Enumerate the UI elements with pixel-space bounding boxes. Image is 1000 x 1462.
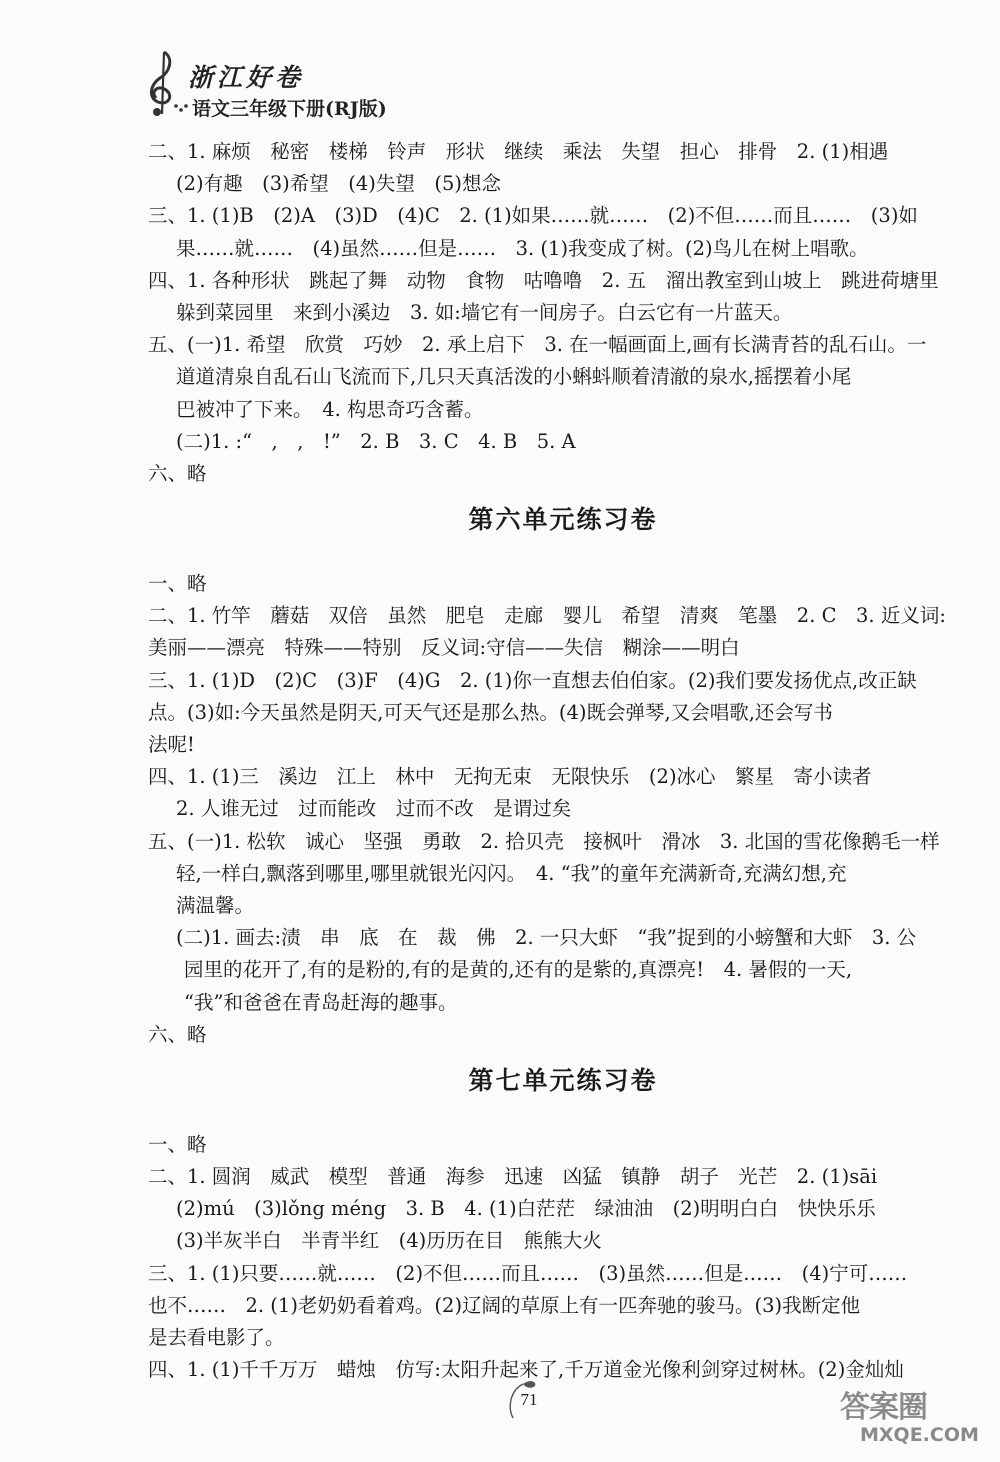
answer-line: 三、1. (1)D (2)C (3)F (4)G 2. (1)你一直想去伯伯家。(2)我们要发扬优点,改正缺 [148, 668, 917, 692]
answer-line: (二)1. :“ , , !” 2. B 3. C 4. B 5. A [176, 429, 576, 453]
answer-line: 二、1. 麻烦 秘密 楼梯 铃声 形状 继续 乘法 失望 担心 排骨 2. (1)相遇 [148, 140, 889, 163]
answer-line: 一、略 [148, 572, 207, 596]
answer-line: 2. 人谁无过 过而能改 过而不改 是谓过矣 [176, 797, 572, 821]
answer-line: 五、(一)1. 松软 诚心 坚强 勇敢 2. 拾贝壳 接枫叶 滑冰 3. 北国的雪花像鹅毛一样 [148, 829, 940, 853]
page-header [140, 48, 540, 128]
music-note-logo-icon [140, 48, 190, 118]
answer-line: 六、略 [148, 1022, 207, 1046]
answer-line: 三、1. (1)B (2)A (3)D (4)C 2. (1)如果……就…… (2)不但……而且…… (3)如 [148, 204, 918, 228]
answer-line: 一、略 [148, 1132, 207, 1156]
answer-line: 也不…… 2. (1)老奶奶看着鸡。(2)辽阔的草原上有一匹奔驰的骏马。(3)我断定他 [148, 1293, 861, 1317]
page-number [505, 1378, 553, 1426]
answer-line: (2)mú (3)lǒng méng 3. B 4. (1)白茫茫 绿油油 (2)明明白白 快快乐乐 [176, 1197, 876, 1221]
answer-line: 园里的花开了,有的是粉的,有的是黄的,还有的是紫的,真漂亮! 4. 暑假的一天, [184, 958, 853, 982]
answer-line: 巴被冲了下来。 4. 构思奇巧含蓄。 [176, 397, 484, 421]
section-heading-unit6: 第六单元练习卷 [468, 505, 658, 535]
answer-line: (二)1. 画去:渍 串 底 在 裁 佛 2. 一只大虾 “我”捉到的小螃蟹和大虾 3. 公 [176, 926, 917, 950]
answer-line: 美丽——漂亮 特殊——特别 反义词:守信——失信 糊涂——明白 [148, 636, 740, 660]
answer-line: 四、1. (1)千千万万 蜡烛 仿写:太阳升起来了,千万道金光像利剑穿过树林。(2)金灿灿 [148, 1358, 904, 1382]
watermark-url: MXQE.COM [860, 1424, 979, 1446]
watermark [832, 1382, 992, 1452]
brand-subtitle: 语文三年级下册(RJ版) [192, 98, 387, 120]
answer-line: 满温馨。 [176, 893, 255, 917]
answer-line: 道道清泉自乱石山飞流而下,几只天真活泼的小蝌蚪顺着清澈的泉水,摇摆着小尾 [176, 365, 852, 389]
answer-line: 二、1. 圆润 威武 模型 普通 海参 迅速 凶猛 镇静 胡子 光芒 2. (1)sāi [148, 1165, 878, 1189]
answer-line: 点。(3)如:今天虽然是阴天,可天气还是那么热。(4)既会弹琴,又会唱歌,还会写书 [148, 700, 833, 724]
section-heading-unit7: 第七单元练习卷 [468, 1065, 658, 1095]
answer-line: (3)半灰半白 半青半红 (4)历历在目 熊熊大火 [176, 1229, 602, 1253]
answer-content [148, 136, 958, 1386]
answer-line: 果……就…… (4)虽然……但是…… 3. (1)我变成了树。(2)鸟儿在树上唱歌。 [176, 236, 869, 260]
answer-line: 是去看电影了。 [148, 1326, 285, 1349]
answer-line: 二、1. 竹竿 蘑菇 双倍 虽然 肥皂 走廊 婴儿 希望 清爽 笔墨 2. C 3. 近义词: [148, 604, 946, 628]
brand-title: 浙江好卷 [188, 63, 305, 92]
answer-line: 躲到菜园里 来到小溪边 3. 如:墙它有一间房子。白云它有一片蓝天。 [176, 300, 793, 324]
answer-line: 五、(一)1. 希望 欣赏 巧妙 2. 承上启下 3. 在一幅画面上,画有长满青苔的乱石山。一 [148, 333, 927, 357]
answer-line: 三、1. (1)只要……就…… (2)不但……而且…… (3)虽然……但是…… (4)宁可…… [148, 1261, 908, 1285]
answer-line: (2)有趣 (3)希望 (4)失望 (5)想念 [176, 172, 501, 196]
answer-line: 轻,一样白,飘落到哪里,哪里就银光闪闪。 4. “我”的童年充满新奇,充满幻想,充 [176, 861, 847, 885]
watermark-text: 答案圈 [840, 1390, 927, 1425]
answer-line: 四、1. (1)三 溪边 江上 林中 无拘无束 无限快乐 (2)冰心 繁星 寄小读者 [148, 765, 872, 789]
page-number-text: 71 [520, 1390, 538, 1409]
answer-line: 四、1. 各种形状 跳起了舞 动物 食物 咕噜噜 2. 五 溜出教室到山坡上 跳进荷塘里 [148, 268, 939, 292]
answer-line: 法呢! [148, 733, 195, 756]
answer-line: “我”和爸爸在青岛赶海的趣事。 [184, 990, 458, 1014]
answer-line: 六、略 [148, 461, 207, 485]
